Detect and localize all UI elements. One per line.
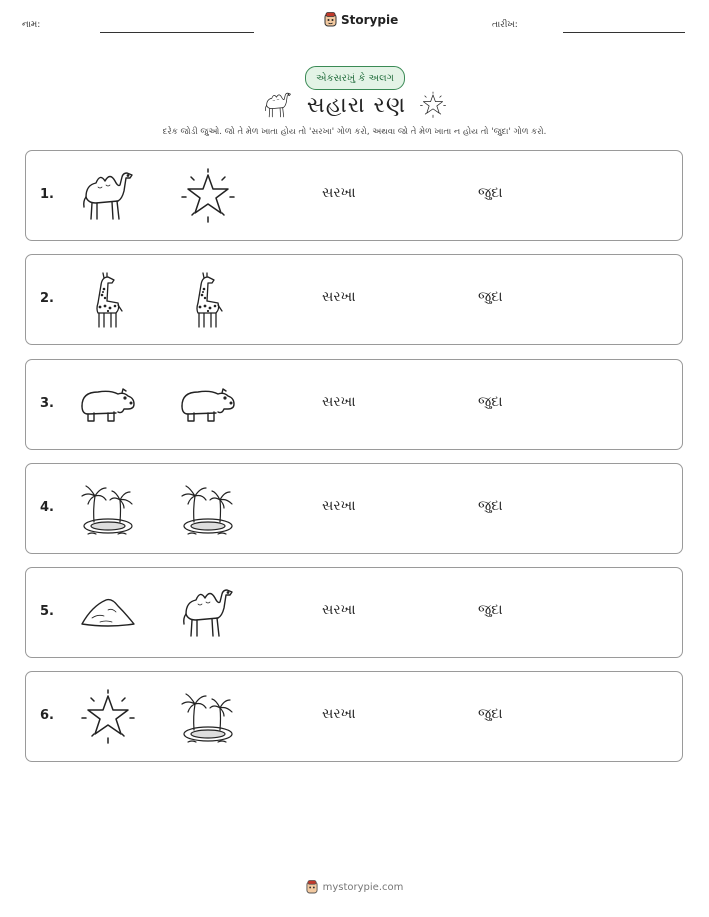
same-option[interactable]: સરખા bbox=[322, 706, 356, 722]
picture-right bbox=[178, 480, 238, 538]
different-option[interactable]: જુદા bbox=[478, 289, 503, 305]
instructions: દરેક જોડી જુઓ. જો તે મેળ ખાતા હોય તો 'સરખા' ગોળ કરો, અથવા જો તે મેળ ખાતા ન હોય તો 'જુદા' ગોળ કરો. bbox=[162, 127, 547, 137]
picture-right bbox=[178, 376, 238, 434]
picture-right bbox=[178, 271, 238, 329]
same-option[interactable]: સરખા bbox=[322, 394, 356, 410]
question-card bbox=[25, 150, 683, 241]
question-number: 6. bbox=[40, 708, 54, 723]
picture-left bbox=[78, 480, 138, 538]
question-card bbox=[25, 254, 683, 345]
different-option[interactable]: જુદા bbox=[478, 185, 503, 201]
different-option[interactable]: જુદા bbox=[478, 498, 503, 514]
question-number: 4. bbox=[40, 500, 54, 515]
picture-right bbox=[178, 688, 238, 746]
question-number: 1. bbox=[40, 187, 54, 202]
brand-logo bbox=[324, 12, 398, 27]
picture-left bbox=[78, 376, 138, 434]
sun-icon bbox=[78, 688, 138, 746]
question-number: 3. bbox=[40, 396, 54, 411]
different-option[interactable]: જુદા bbox=[478, 706, 503, 722]
different-option[interactable]: જુદા bbox=[478, 394, 503, 410]
oasis-icon bbox=[78, 480, 138, 538]
brand-name: Storypie bbox=[341, 12, 399, 27]
sand-dune-icon bbox=[78, 584, 138, 642]
date-line[interactable] bbox=[563, 32, 685, 33]
footer bbox=[0, 880, 709, 894]
camel-icon bbox=[261, 90, 295, 120]
question-card bbox=[25, 359, 683, 450]
storypie-mascot-icon bbox=[306, 880, 318, 894]
picture-left bbox=[78, 688, 138, 746]
different-option[interactable]: જુદા bbox=[478, 602, 503, 618]
footer-url[interactable]: mystorypie.com bbox=[322, 881, 404, 893]
same-option[interactable]: સરખા bbox=[322, 602, 356, 618]
date-label: તારીખ: bbox=[492, 20, 518, 30]
same-option[interactable]: સરખા bbox=[322, 289, 356, 305]
page-title: સહારા રણ bbox=[306, 92, 407, 118]
topic-badge: એકસરખું કે અલગ bbox=[305, 66, 405, 90]
question-card bbox=[25, 463, 683, 554]
question-number: 2. bbox=[40, 291, 54, 306]
oasis-icon bbox=[178, 688, 238, 746]
oasis-icon bbox=[178, 480, 238, 538]
picture-left bbox=[78, 584, 138, 642]
camel-icon bbox=[78, 167, 138, 225]
title-row bbox=[0, 90, 709, 120]
picture-right bbox=[178, 167, 238, 225]
giraffe-icon bbox=[178, 271, 238, 329]
picture-left bbox=[78, 167, 138, 225]
camel-icon bbox=[178, 584, 238, 642]
same-option[interactable]: સરખા bbox=[322, 185, 356, 201]
question-number: 5. bbox=[40, 604, 54, 619]
same-option[interactable]: સરખા bbox=[322, 498, 356, 514]
picture-left bbox=[78, 271, 138, 329]
question-card bbox=[25, 567, 683, 658]
name-line[interactable] bbox=[100, 32, 254, 33]
picture-right bbox=[178, 584, 238, 642]
name-label: નામ: bbox=[22, 20, 41, 30]
sun-icon bbox=[418, 91, 448, 119]
hippo-icon bbox=[178, 376, 238, 434]
giraffe-icon bbox=[78, 271, 138, 329]
question-card bbox=[25, 671, 683, 762]
sun-icon bbox=[178, 167, 238, 225]
hippo-icon bbox=[78, 376, 138, 434]
storypie-mascot-icon bbox=[324, 12, 337, 27]
